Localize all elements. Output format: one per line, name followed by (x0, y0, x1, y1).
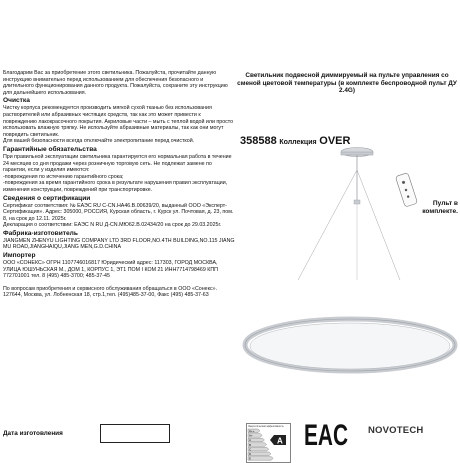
energy-row-label: D (249, 452, 252, 456)
energy-row-label: A++ (249, 429, 255, 433)
product-title: Светильник подвесной диммируемый на пульте управления со сменой цветовой температуры (в комплекте беспроводной пульт ДУ 2.4G) (237, 72, 457, 95)
collection-label: Коллекция (279, 139, 317, 146)
energy-label (246, 423, 291, 463)
warranty-item: - повреждения за время гарантийного срока в результате нарушения правил эксплуатации, изменения конструкции, повреждений при транспортировке. (3, 180, 235, 193)
energy-row-arrow (248, 457, 273, 461)
energy-row-label: A+ (249, 433, 253, 438)
maker-text: JIANGMEN ZHENYU LIGHTING COMPANY LTD 3RD FLOOR,NO.4TH BUILDING,NO.115 JIANG MU ROAD,JIANGHAIQU,JIANG MEN,G.D.CHINA (3, 237, 235, 251)
instructions-column (3, 70, 235, 299)
cleaning-heading: Очистка (3, 97, 30, 105)
article-number: 358588 (240, 135, 277, 147)
warranty-heading: Гарантийные обязательства (3, 145, 97, 153)
intro-text: Благодарим Вас за приобретение этого светильника. Пожалуйста, прочитайте данную инструкцию внимательно перед использованием для обеспечения безопасного и длительного функционирования данного продукта. Пожалуйста, сохраните эту инструкцию для дальнейшего использования. (3, 70, 228, 96)
energy-row-arrow (248, 452, 271, 456)
cert-text: Сертификат соответствия: № ЕАЭС RU C-CN.НА46.В.00639/20, выданный ООО «Эксперт-Сертификация». Адрес: 305000, РОССИЯ, Курская область, г. Курск ул. Почтовая, д. 23, пом. 8, на срок до 12.11. 2025г. (3, 202, 234, 222)
energy-title: Энергетическая эффективность (248, 425, 284, 428)
importer-text: ООО «СОНЕКС» ОГРН 1107746016817 Юридический адрес: 117303, ГОРОД МОСКВА, УЛИЦА ЮШУНЬСКАЯ М., ДОМ 1, КОРПУС 1, ЭТ1 ПОМ I КОМ 21 ИНН7714798469 КПП 772701001 тел. 8 (495) 485-3700; 485-37-45 (3, 260, 218, 280)
safety-note: Для вашей безопасности всегда отключайте электропитание перед очисткой. (3, 138, 195, 145)
manufacture-date-label: Дата изготовления (3, 430, 63, 437)
energy-row-label: E (249, 456, 252, 461)
warranty-item: - повреждения по истечению гарантийного срока; (3, 174, 235, 181)
pendant-lamp-illustration (240, 130, 415, 380)
cleaning-text: Чистку корпуса рекомендуется производить мягкой сухой тканью без использования растворителей или абразивных чистящих средств, так как это может привести к повреждению лакокрасочного покрытия. Акриловые части – мыть с теплой водой или просто использовать влажную тряпку. Не используйте абразивные материалы, так как они могут повредить светильник. (3, 105, 234, 138)
contact-text: По вопросам приобретения и сервисного обслуживания обращаться в ООО «Сонекс». 127644, Москва, ул. Лобненская 18, стр.1,тел. (495)485-37-00, Факс (495) 485-37-63 (3, 285, 218, 299)
eac-text: EAC (304, 419, 348, 452)
energy-class: A (277, 436, 283, 446)
energy-row-label: C (249, 447, 252, 452)
maker-heading: Фабрика-изготовитель (3, 229, 78, 237)
collection-name: OVER (319, 135, 351, 147)
energy-row-label: A (249, 438, 252, 443)
remote-label: Пульт в комплекте. (422, 200, 458, 215)
article-line (240, 135, 350, 147)
manufacture-date-box (100, 424, 170, 443)
brand-logo: NOVOTECH (368, 425, 424, 436)
eac-mark (302, 416, 350, 452)
energy-row-label: B (249, 442, 252, 447)
declaration-text: Декларация о соответствии: ЕАЭС N RU Д-CN.МЮ62.В.02434/20 на срок до 29.03.2025г. (3, 222, 222, 229)
importer-heading: Импортер (3, 252, 36, 260)
warranty-text: При правильной эксплуатации светильника гарантируется его нормальная работа в течение 24 месяцев со дня продажи через розничную торговую сеть. Не подлежат замене по гарантии, если у изделия имеются: (3, 153, 232, 174)
cert-heading: Сведения о сертификации (3, 194, 91, 202)
